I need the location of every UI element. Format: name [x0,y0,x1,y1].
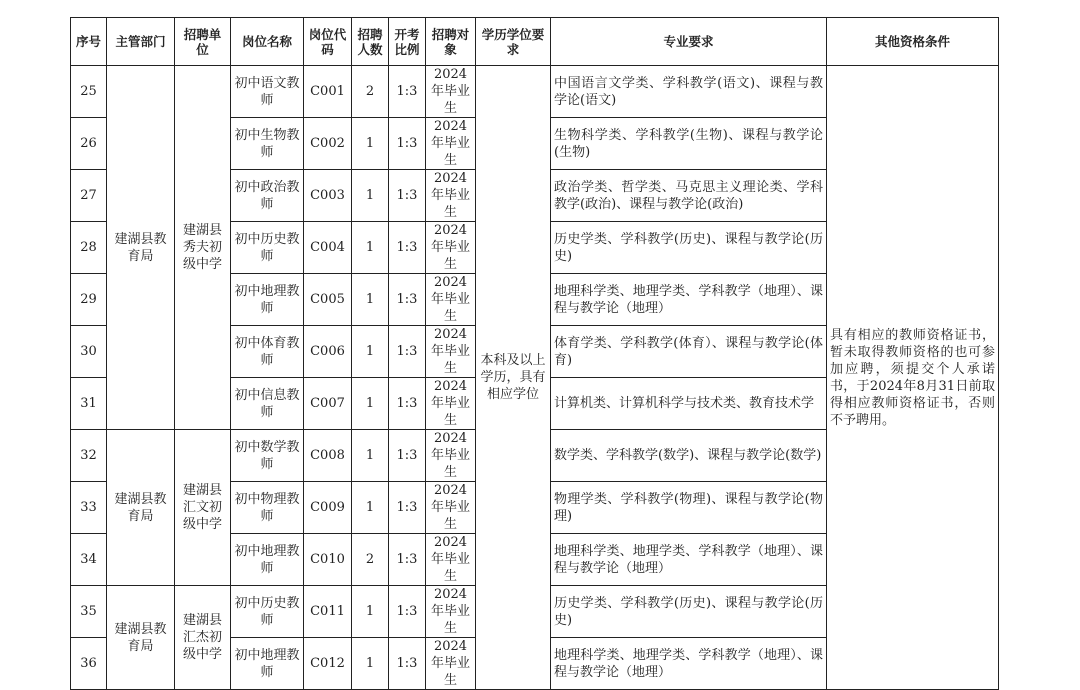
cell-target: 2024年毕业生 [426,222,476,274]
cell-target: 2024年毕业生 [426,274,476,326]
cell-code: C002 [304,118,352,170]
cell-count: 2 [352,66,389,118]
cell-position: 初中历史教师 [231,222,304,274]
cell-ratio: 1:3 [389,378,426,430]
header-major: 专业要求 [551,18,827,66]
cell-target: 2024年毕业生 [426,378,476,430]
cell-target: 2024年毕业生 [426,482,476,534]
cell-major: 生物科学类、学科教学(生物)、课程与教学论(生物) [551,118,827,170]
cell-unit: 建湖县汇杰初级中学 [175,586,231,690]
cell-position: 初中地理教师 [231,638,304,690]
header-position: 岗位名称 [231,18,304,66]
cell-major: 历史学类、学科教学(历史)、课程与教学论(历史) [551,586,827,638]
cell-count: 1 [352,118,389,170]
header-seq: 序号 [71,18,107,66]
cell-seq: 32 [71,430,107,482]
cell-dept: 建湖县教育局 [107,430,175,586]
cell-count: 1 [352,222,389,274]
cell-dept: 建湖县教育局 [107,586,175,690]
cell-position: 初中语文教师 [231,66,304,118]
cell-target: 2024年毕业生 [426,118,476,170]
header-education: 学历学位要求 [476,18,551,66]
cell-target: 2024年毕业生 [426,326,476,378]
cell-ratio: 1:3 [389,274,426,326]
cell-major: 历史学类、学科教学(历史)、课程与教学论(历史) [551,222,827,274]
cell-code: C004 [304,222,352,274]
cell-code: C011 [304,586,352,638]
cell-count: 1 [352,170,389,222]
header-target: 招聘对象 [426,18,476,66]
cell-code: C001 [304,66,352,118]
cell-position: 初中体育教师 [231,326,304,378]
cell-major: 数学类、学科教学(数学)、课程与教学论(数学) [551,430,827,482]
cell-seq: 36 [71,638,107,690]
cell-target: 2024年毕业生 [426,66,476,118]
cell-ratio: 1:3 [389,66,426,118]
cell-ratio: 1:3 [389,638,426,690]
cell-seq: 33 [71,482,107,534]
cell-seq: 26 [71,118,107,170]
cell-ratio: 1:3 [389,170,426,222]
cell-count: 1 [352,430,389,482]
cell-code: C007 [304,378,352,430]
cell-count: 1 [352,482,389,534]
cell-count: 1 [352,378,389,430]
cell-target: 2024年毕业生 [426,638,476,690]
header-code: 岗位代码 [304,18,352,66]
cell-ratio: 1:3 [389,534,426,586]
cell-seq: 28 [71,222,107,274]
cell-ratio: 1:3 [389,430,426,482]
cell-code: C003 [304,170,352,222]
cell-count: 1 [352,326,389,378]
cell-unit: 建湖县秀夫初级中学 [175,66,231,430]
cell-position: 初中物理教师 [231,482,304,534]
cell-seq: 35 [71,586,107,638]
table-row [71,66,999,118]
cell-position: 初中生物教师 [231,118,304,170]
cell-dept: 建湖县教育局 [107,66,175,430]
cell-unit: 建湖县汇文初级中学 [175,430,231,586]
cell-count: 2 [352,534,389,586]
cell-code: C009 [304,482,352,534]
cell-target: 2024年毕业生 [426,430,476,482]
cell-position: 初中政治教师 [231,170,304,222]
cell-code: C008 [304,430,352,482]
recruitment-table [70,17,999,690]
cell-ratio: 1:3 [389,222,426,274]
cell-target: 2024年毕业生 [426,170,476,222]
cell-major: 地理科学类、地理学类、学科教学（地理）、课程与教学论（地理） [551,274,827,326]
cell-major: 地理科学类、地理学类、学科教学（地理）、课程与教学论（地理） [551,638,827,690]
cell-major: 地理科学类、地理学类、学科教学（地理）、课程与教学论（地理） [551,534,827,586]
cell-position: 初中历史教师 [231,586,304,638]
cell-seq: 29 [71,274,107,326]
cell-position: 初中信息教师 [231,378,304,430]
cell-other: 具有相应的教师资格证书，暂未取得教师资格的也可参加应聘，须提交个人承诺书，于2024年8月31日前取得相应教师资格证书，否则不予聘用。 [827,66,999,690]
header-ratio: 开考比例 [389,18,426,66]
cell-code: C010 [304,534,352,586]
cell-code: C006 [304,326,352,378]
cell-major: 体育学类、学科教学(体育）、课程与教学论(体育) [551,326,827,378]
cell-education: 本科及以上学历，具有相应学位 [476,66,551,690]
cell-major: 中国语言文学类、学科教学(语文)、课程与教学论(语文) [551,66,827,118]
header-other: 其他资格条件 [827,18,999,66]
cell-seq: 30 [71,326,107,378]
cell-ratio: 1:3 [389,482,426,534]
cell-position: 初中数学教师 [231,430,304,482]
cell-ratio: 1:3 [389,586,426,638]
cell-position: 初中地理教师 [231,274,304,326]
cell-count: 1 [352,638,389,690]
cell-seq: 34 [71,534,107,586]
cell-ratio: 1:3 [389,326,426,378]
header-dept: 主管部门 [107,18,175,66]
cell-major: 政治学类、哲学类、马克思主义理论类、学科教学(政治)、课程与教学论(政治) [551,170,827,222]
cell-major: 物理学类、学科教学(物理)、课程与教学论(物理) [551,482,827,534]
cell-seq: 25 [71,66,107,118]
cell-target: 2024年毕业生 [426,586,476,638]
cell-code: C005 [304,274,352,326]
cell-major: 计算机类、计算机科学与技术类、教育技术学 [551,378,827,430]
cell-count: 1 [352,586,389,638]
header-count: 招聘人数 [352,18,389,66]
cell-position: 初中地理教师 [231,534,304,586]
cell-seq: 31 [71,378,107,430]
cell-count: 1 [352,274,389,326]
header-row [71,18,999,66]
cell-seq: 27 [71,170,107,222]
cell-code: C012 [304,638,352,690]
header-unit: 招聘单位 [175,18,231,66]
cell-ratio: 1:3 [389,118,426,170]
cell-target: 2024年毕业生 [426,534,476,586]
